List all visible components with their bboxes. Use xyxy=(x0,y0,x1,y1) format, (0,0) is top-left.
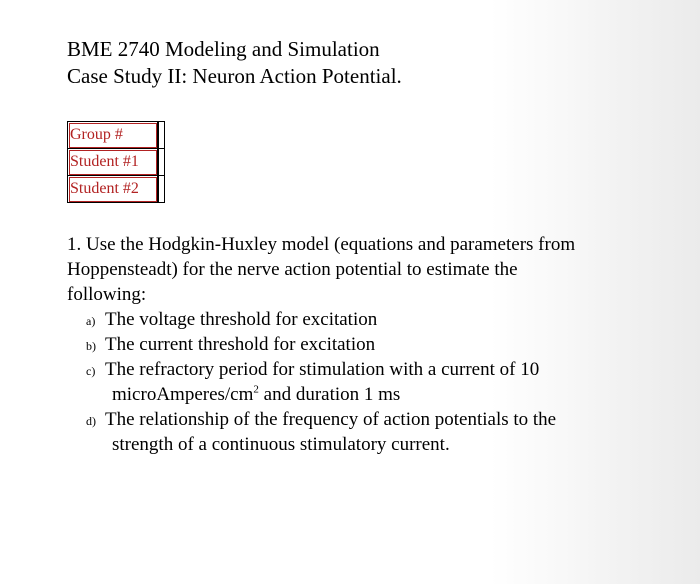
sub-question-marker: c) xyxy=(86,364,96,378)
student-1-value[interactable] xyxy=(158,149,165,176)
student-2-label: Student #2 xyxy=(68,176,159,203)
sub-question-text: The voltage threshold for excitation xyxy=(105,309,378,330)
sub-question-text-continued: strength of a continuous stimulatory current. xyxy=(112,434,450,455)
question-intro-line-2: Hoppensteadt) for the nerve action potential to estimate the xyxy=(67,259,518,280)
sub-question-d xyxy=(67,407,677,457)
sub-question-marker: b) xyxy=(86,339,96,353)
units-superscript: 2 xyxy=(253,383,259,396)
student-2-value[interactable] xyxy=(158,176,165,203)
course-title: BME 2740 Modeling and Simulation xyxy=(67,37,380,61)
table-row xyxy=(68,149,165,176)
group-number-value[interactable] xyxy=(158,122,165,149)
student-1-label: Student #1 xyxy=(68,149,159,176)
document-title xyxy=(67,36,402,90)
duration-text: and duration 1 ms xyxy=(258,384,401,405)
sub-question-a xyxy=(67,307,677,332)
question-intro-line-3: following: xyxy=(67,284,147,305)
units-text: microAmperes/cm xyxy=(112,384,254,405)
sub-question-b xyxy=(67,332,677,357)
table-row xyxy=(68,122,165,149)
sub-question-list xyxy=(67,307,677,457)
sub-question-c xyxy=(67,357,677,407)
sub-question-text: The refractory period for stimulation with a current of 10 xyxy=(105,359,540,380)
sub-question-text-continued xyxy=(105,382,677,407)
sub-question-text: The relationship of the frequency of action potentials to the xyxy=(105,409,557,430)
group-number-label: Group # xyxy=(68,122,159,149)
question-intro-line-1: 1. Use the Hodgkin-Huxley model (equations and parameters from xyxy=(67,234,576,255)
sub-question-marker: a) xyxy=(86,314,96,328)
sub-question-text: The current threshold for excitation xyxy=(105,334,376,355)
sub-question-marker: d) xyxy=(86,414,96,428)
case-study-title: Case Study II: Neuron Action Potential. xyxy=(67,64,402,88)
table-row xyxy=(68,176,165,203)
group-info-table xyxy=(67,121,165,203)
question-1 xyxy=(67,232,677,457)
